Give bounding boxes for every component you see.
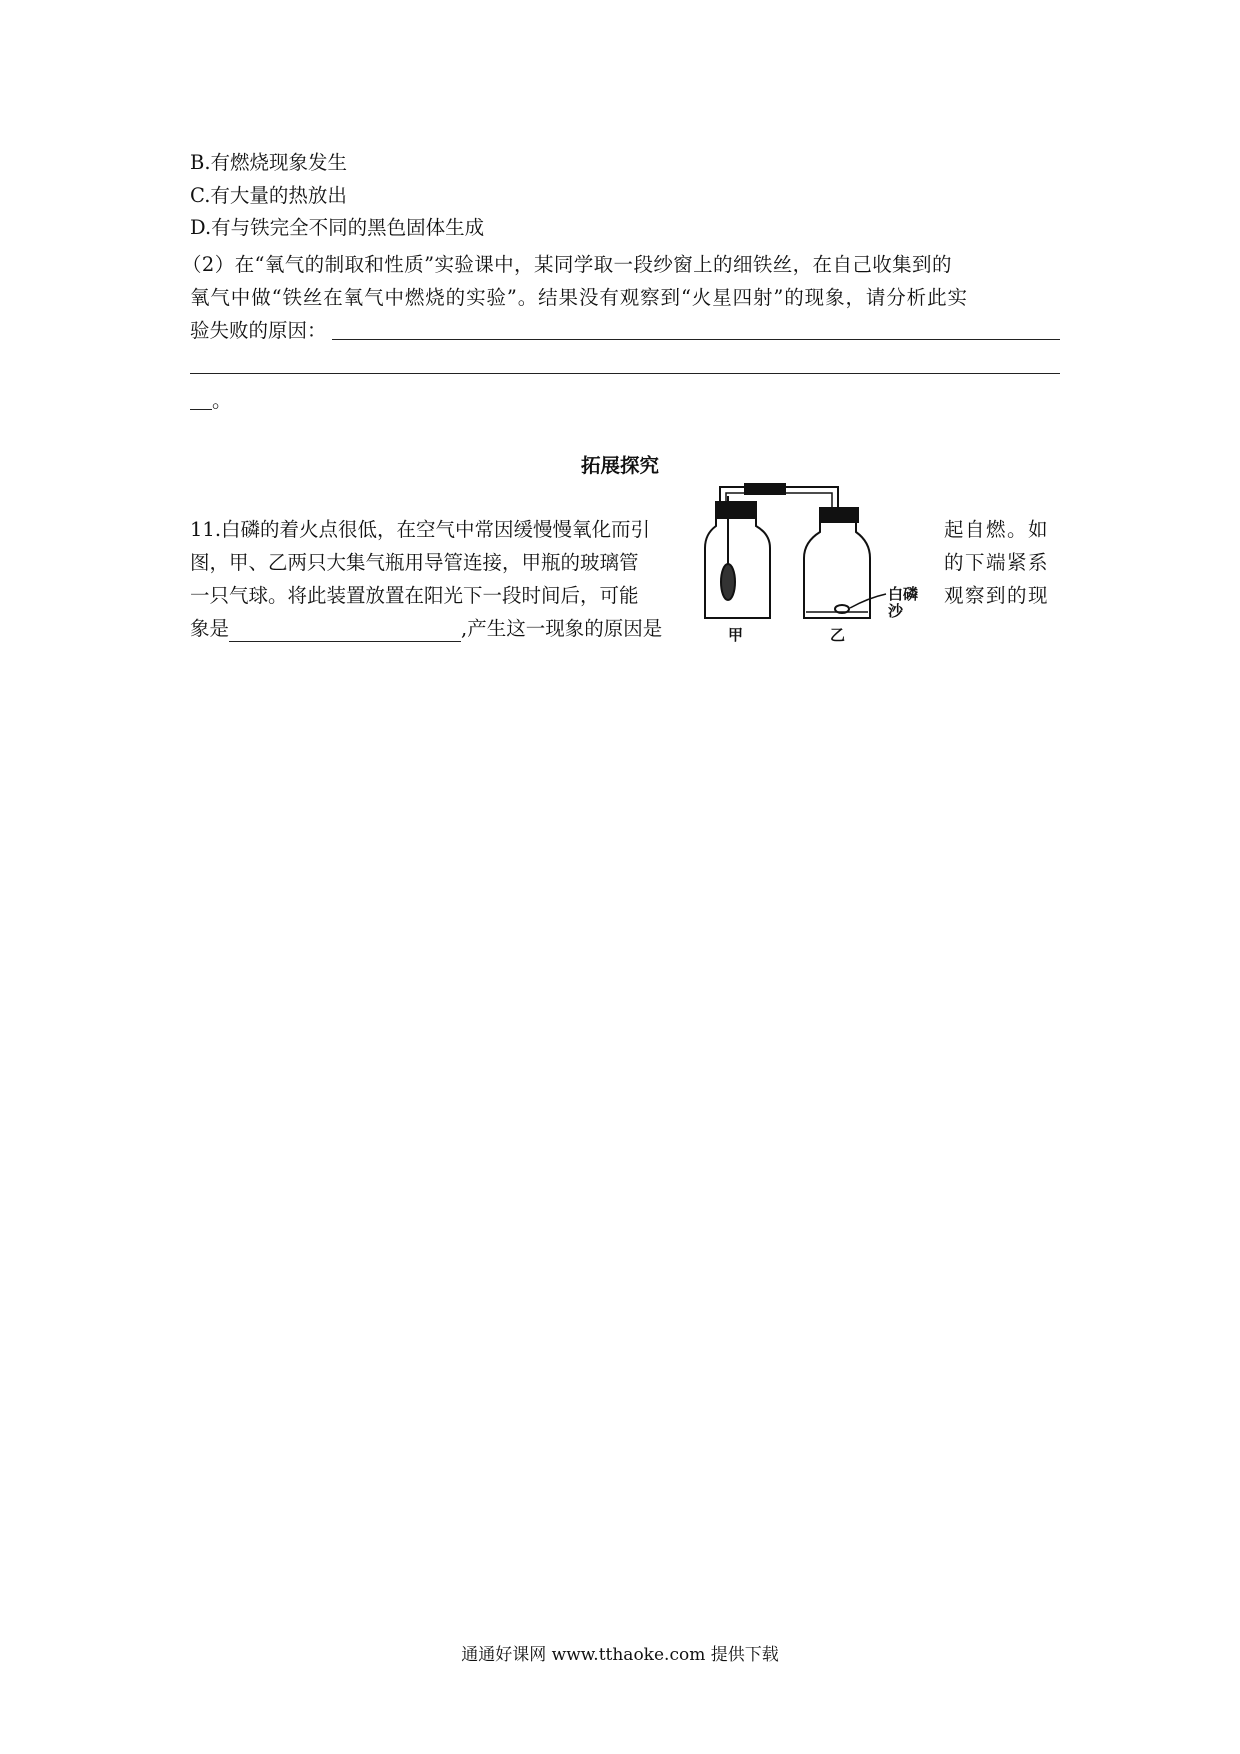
balloon: [721, 564, 735, 600]
option-b: B.有燃烧现象发生: [190, 151, 348, 174]
label-jia: 甲: [728, 626, 744, 644]
q11-line-3-right: 观察到的现: [944, 584, 1050, 607]
stopper-jia: [716, 502, 756, 518]
section-title: 拓展探究: [580, 454, 659, 477]
question-2-reason-prefix: 验失败的原因：: [190, 319, 327, 342]
q11-line-2-right: 的下端紧系: [944, 551, 1050, 574]
footer: 通通好课网 www.tthaoke.com 提供下载: [461, 1645, 779, 1665]
question-2-line-1: （2）在“氧气的制取和性质”实验课中，某同学取一段纱窗上的细铁丝，在自己收集到的: [182, 253, 952, 276]
q11-line-4-suffix: ,产生这一现象的原因是: [461, 617, 663, 640]
answer-blank-1[interactable]: [332, 339, 1060, 340]
label-sha: 沙: [888, 602, 904, 620]
question-2-line-2: 氧气中做“铁丝在氧气中燃烧的实验”。结果没有观察到“火星四射”的现象，请分析此实: [190, 286, 968, 309]
answer-blank-2[interactable]: [190, 373, 1060, 374]
q11-line-1-right: 起自燃。如: [944, 518, 1050, 541]
q11-line-3-left: 一只气球。将此装置放置在阳光下一段时间后，可能: [190, 584, 639, 607]
label-pointer: [850, 594, 886, 608]
end-mark: 。: [212, 389, 232, 412]
question-2-line-3: [190, 318, 327, 344]
q11-line-1-left: 11.白磷的着火点很低，在空气中常因缓慢慢氧化而引: [190, 518, 651, 541]
apparatus-figure: [700, 482, 940, 652]
label-yi: 乙: [830, 626, 846, 644]
option-c: C.有大量的热放出: [190, 184, 347, 207]
answer-blank-phenomenon[interactable]: [229, 621, 461, 642]
q11-line-4-prefix: 象是: [190, 617, 230, 640]
label-baishuo: 白磷: [888, 585, 919, 603]
q11-line-4: [190, 616, 662, 642]
stopper-yi: [820, 508, 858, 522]
jar-jia: [705, 508, 770, 618]
tube-joint: [745, 484, 785, 494]
option-d: D.有与铁完全不同的黑色固体生成: [190, 216, 485, 239]
q11-line-2-left: 图，甲、乙两只大集气瓶用导管连接，甲瓶的玻璃管: [190, 551, 639, 574]
answer-blank-3[interactable]: [190, 409, 212, 410]
